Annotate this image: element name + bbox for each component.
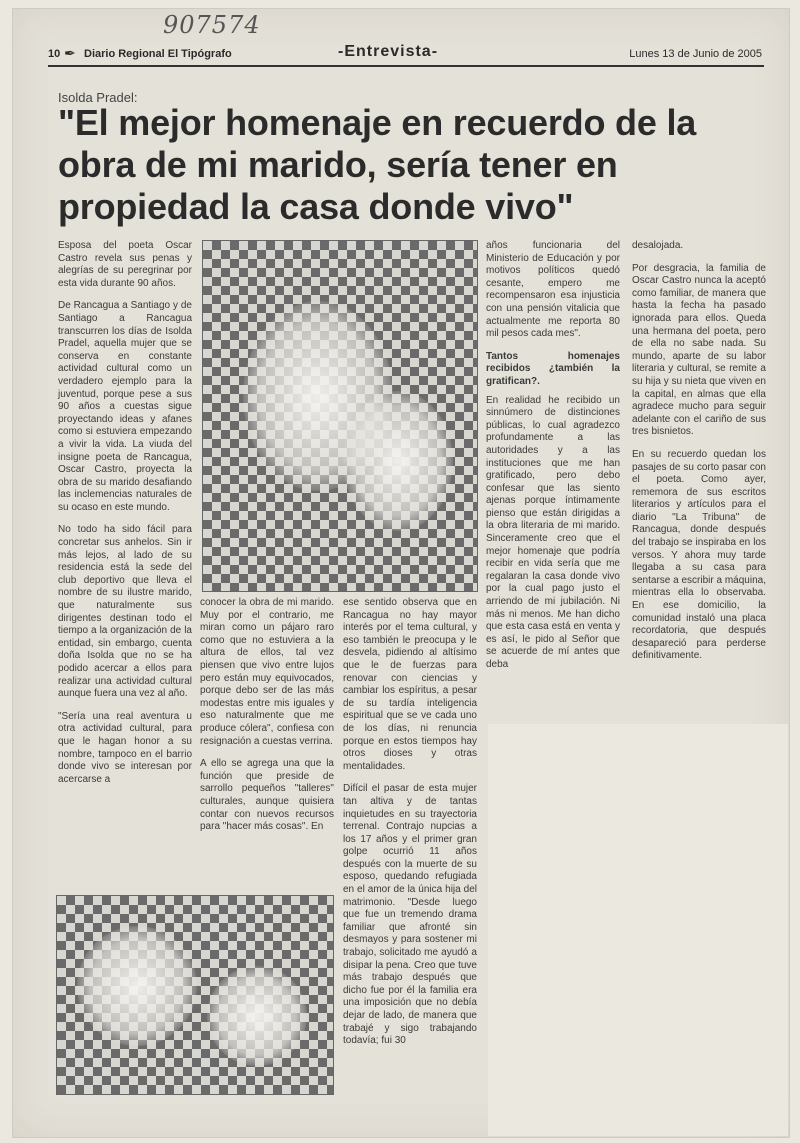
photo-figure-shape	[77, 926, 197, 1046]
event-photo	[56, 895, 334, 1095]
article-column-4	[632, 240, 766, 673]
newspaper-header	[48, 45, 764, 67]
article-headline: "El mejor homenaje en recuerdo de la obra de mi marido, sería tener en propiedad la casa donde vivo"	[58, 102, 697, 227]
article-paragraph: En realidad he recibido un sinnúmero de distinciones públicas, lo cual agradezco profundamente a las autoridades y a las instituciones que me han gratificado, pero debo confesar que las siento ajenas porque íntimamente pienso que están dirigidas a la obra literaria de mi marido. Sinceramente creo que el mejor homenaje que podría recibir en vida sería que me regalaran la casa donde vivo por la cual pago justo el arriendo de mi jubilación. Ni más ni menos. Me han dicho que esta casa está en venta y es así, le pido al Señor que se acuerde de mí antes que deba	[486, 394, 620, 670]
section-title: -Entrevista-	[338, 43, 439, 60]
newspaper-logo-icon: ✒	[64, 45, 76, 61]
blank-area	[488, 724, 788, 1136]
article-paragraph: años funcionaria del Ministerio de Educación y por motivos políticos quedó cesante, empero me recompensaron esa injusticia con una pensión vitalicia que actualmente me reporta 80 mil pesos cada mes".	[486, 240, 620, 340]
article-subject: Isolda Pradel:	[58, 90, 138, 105]
article-paragraph: Difícil el pasar de esta mujer tan altiva y de tantas inquietudes en su trayectoria terrenal. Contrajo nupcias a los 17 años y el primer gran golpe ocurrió 11 años después con la muerte de su esposo, quedando refugiada en el amor de la única hija del matrimonio. "Desde luego que fue un tremendo drama familiar que afronté sin desmayos y para sostener mi trabajo, solicitado me ayudó a disipar la pena. Creo que tuve más trabajo después que dicho fue por él la familia era una imposición que no debía dejar de lado, de manera que trabajé y sigo trabajando todavía; fui 30	[343, 783, 477, 1047]
article-column-3	[486, 240, 620, 682]
page-number: 10	[48, 48, 61, 60]
photo-figure-shape	[343, 391, 453, 531]
issue-date: Lunes 13 de Junio de 2005	[629, 48, 762, 60]
archive-code: 907574	[163, 11, 261, 39]
article-lead: Esposa del poeta Oscar Castro revela sus penas y alegrías de su peregrinar por esta vida durante 90 años.	[58, 240, 192, 289]
article-paragraph: No todo ha sido fácil para concretar sus anhelos. Sin ir más lejos, al lado de su residencia está la sede del club deportivo que lleva el nombre de su ilustre marido, que naturalmente sus dirigentes destinan todo el tiempo a la organización de la entidad, sin embargo, cuenta doña Isolda que no se ha podido acercar a ellos para realizar una actividad cultural aunque fuera una vez al año.	[58, 524, 192, 700]
article-paragraph: conocer la obra de mi marido. Muy por el contrario, me miran como un pájaro raro como que no estuviera a la altura de ellos, tal vez piensen que vivo entre lujos pero están muy equivocados, porque debo ser de las más modestas entre mis iguales y eso naturalmente que me produce cólera", confiesa con resignación a cuestas verrina.	[200, 597, 334, 747]
article-column-2	[200, 597, 334, 844]
newspaper-name: Diario Regional El Tipógrafo	[84, 48, 232, 60]
article-column-3b	[343, 597, 477, 1058]
article-paragraph: ese sentido observa que en Rancagua no hay mayor interés por el tema cultural, y eso también le preocupa y le desvela, pidiendo al altísimo que le de fuerzas para renovar con ciencias y cambiar los espíritus, a pesar de su tardía inteligencia espiritual que se ve cada uno de los días, ni renuncia porque en estos tiempos hay otros dioses y otras mentalidades.	[343, 597, 477, 772]
article-paragraph: "Sería una real aventura u otra actividad cultural, para que le hagan honor a su nombre, tampoco en el barrio donde vivo se interesan por acercarse a	[58, 710, 192, 785]
article-subheading: Tantos homenajes recibidos ¿también la gratifican?.	[486, 350, 620, 387]
article-paragraph: desalojada.	[632, 240, 684, 251]
article-paragraph: Por desgracia, la familia de Oscar Castro nunca la aceptó como familiar, de manera que hasta la fecha ha pasado ignorada para ellos. Queda una hermana del poeta, pero de ella no sabe nada. Su mundo, aparte de su labor literaria y cultural, se remite a su hija y su nieta que viven en la capital, en almas que ella agradece mucho para seguir adelante con el cariño de sus tres bisnietos.	[632, 262, 766, 438]
portrait-photo	[202, 240, 478, 592]
article-column-1	[58, 240, 192, 796]
article-paragraph: A ello se agrega una que la función que preside de sarrollo pequeños "talleres" culturales, aunque quisiera contar con nuevos recursos para "hacer más cosas". En	[200, 758, 334, 833]
article-paragraph: En su recuerdo quedan los pasajes de su corto pasar con el poeta. Como ayer, rememora de sus escritos literarios y artículos para el diario "La Tribuna" de Rancagua, donde después del trabajo se inspiraba en los versos. Y ahora muy tarde llegaba a su casa para sentarse a escribir a máquina, mientras ella lo observaba. En ese domicilio, la comunidad instaló una placa recordatoria, que después desapareció para perderse definitivamente.	[632, 448, 766, 662]
photo-figure-shape	[207, 966, 307, 1066]
article-paragraph: De Rancagua a Santiago y de Santiago a Rancagua transcurren los días de Isolda Pradel, aquella mujer que se conserva en constante actividad cultural como un verdadero ejemplo para la juventud, porque pese a sus 90 años a cuestas sigue proyectando ideas y afanes como si estuviera empezando a vivir la vida. La viuda del insigne poeta de Rancagua, Oscar Castro, proyecta la obra de su marido desafiando las inclemencias naturales de su ocaso en este mundo.	[58, 300, 192, 513]
